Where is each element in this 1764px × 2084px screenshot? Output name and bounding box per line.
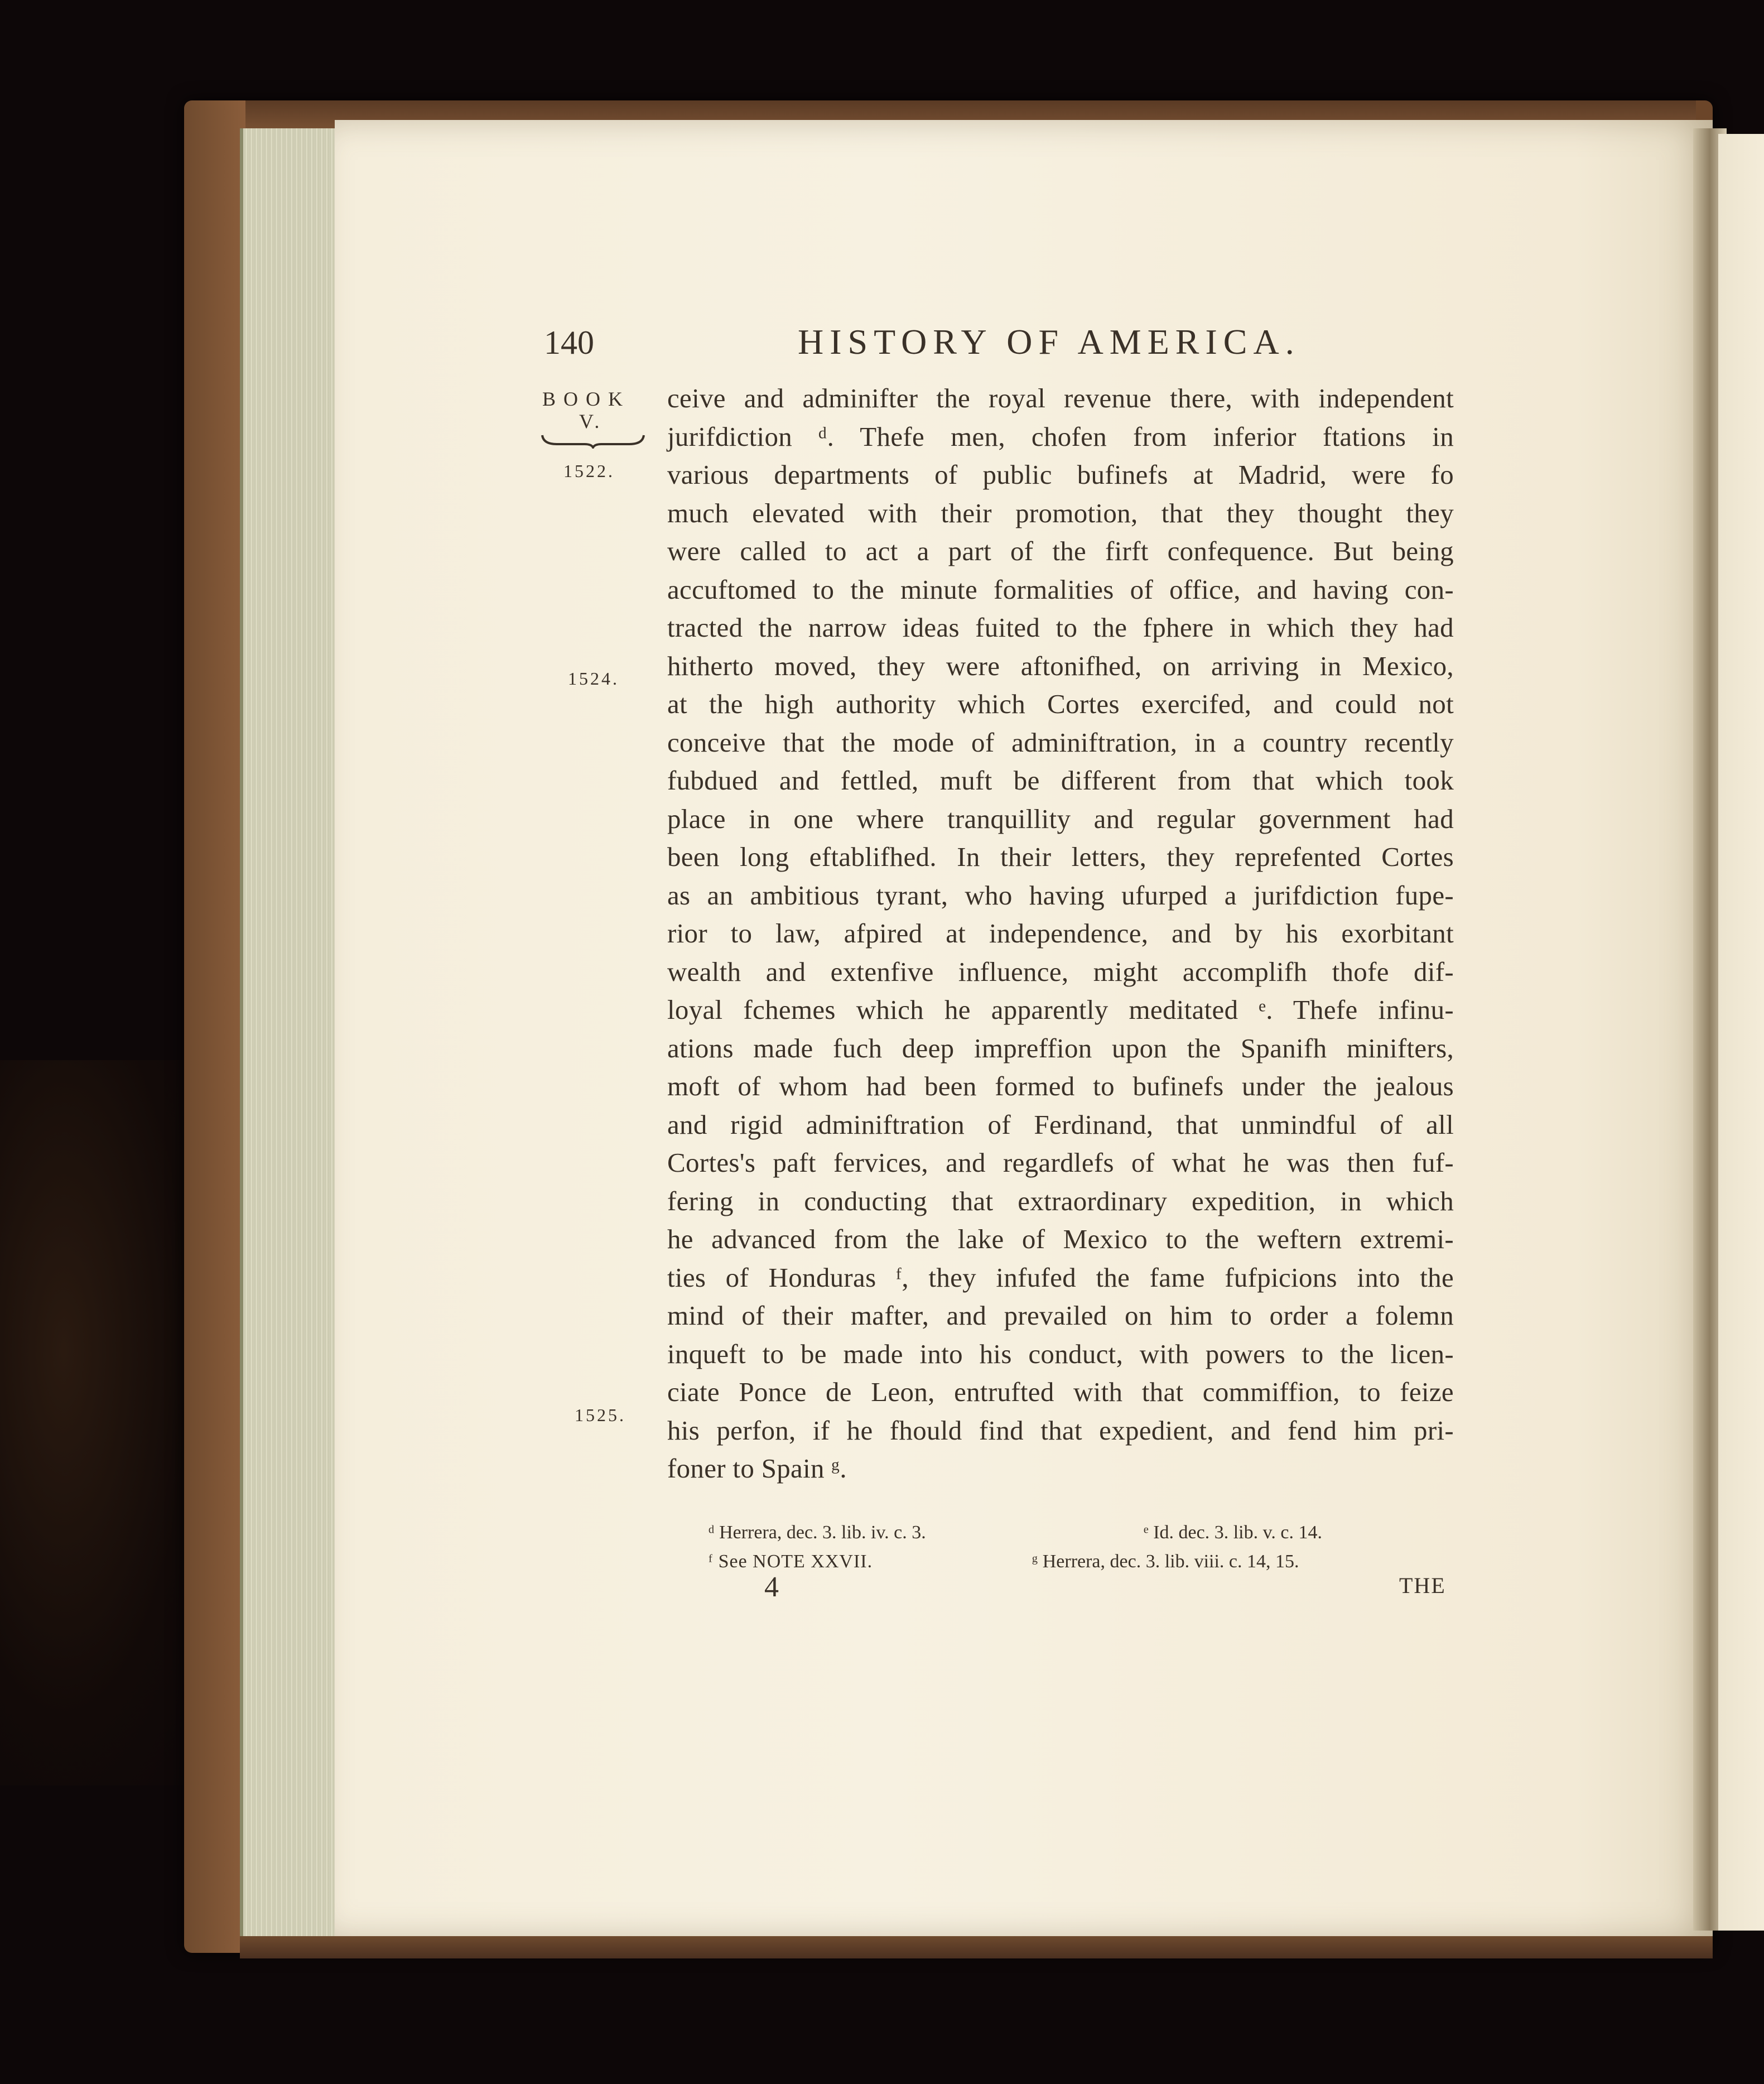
text-line: ations made fuch deep impreffion upon the Spanifh minifters, [667, 1032, 1454, 1063]
body-text [667, 379, 1454, 1488]
margin-brace-icon [540, 433, 646, 449]
footnote-g: ᵍ Herrera, dec. 3. lib. viii. c. 14, 15. [1032, 1551, 1299, 1572]
text-line: rior to law, afpired at independence, and by his exorbitant [667, 918, 1454, 949]
text-line: hitherto moved, they were aftonifhed, on arriving in Mexico, [667, 650, 1454, 681]
margin-book-number: V. [579, 410, 603, 432]
text-line: foner to Spain ᵍ. [667, 1453, 847, 1484]
margin-year-1524: 1524. [568, 668, 619, 689]
facing-page-sliver [1718, 134, 1764, 1931]
margin-year-1525: 1525. [575, 1405, 626, 1425]
catchword: THE [1399, 1573, 1446, 1598]
text-line: fering in conducting that extraordinary expedition, in which [667, 1185, 1454, 1216]
background-shadow [0, 1060, 212, 1785]
text-line: Cortes's paft fervices, and regardlefs of what he was then fuf- [667, 1147, 1454, 1178]
text-line: and rigid adminiftration of Ferdinand, that unmindful of all [667, 1109, 1454, 1140]
text-line: he advanced from the lake of Mexico to the weftern extremi- [667, 1224, 1454, 1254]
text-line: as an ambitious tyrant, who having ufurped a jurifdiction fupe- [667, 879, 1454, 911]
page-block-edges [240, 128, 338, 1942]
text-line: loyal fchemes which he apparently meditated ᵉ. Thefe infinu- [667, 994, 1454, 1025]
book-bottom-edge [240, 1936, 1713, 1958]
text-line: tracted the narrow ideas fuited to the fphere in which they had [667, 612, 1454, 643]
text-line: been long eftablifhed. In their letters, they reprefented Cortes [667, 841, 1454, 872]
printer-signature: 4 [764, 1571, 779, 1603]
text-line: place in one where tranquillity and regular government had [667, 803, 1454, 834]
page-number: 140 [544, 324, 594, 361]
margin-book-label: BOOK [542, 388, 631, 410]
footnote-d: ᵈ Herrera, dec. 3. lib. iv. c. 3. [709, 1522, 926, 1543]
footnote-f: ᶠ See NOTE XXVII. [709, 1551, 873, 1572]
text-line: various departments of public bufinefs at Madrid, were fo [667, 459, 1454, 490]
text-line: were called to act a part of the firft confequence. But being [667, 536, 1454, 566]
text-line: inqueft to be made into his conduct, with powers to the licen- [667, 1338, 1454, 1369]
text-line: ciate Ponce de Leon, entrufted with that commiffion, to feize [667, 1377, 1454, 1407]
text-line: at the high authority which Cortes exercifed, and could not [667, 689, 1454, 719]
text-line: jurifdiction ᵈ. Thefe men, chofen from inferior ftations in [667, 421, 1454, 452]
text-line: mind of their mafter, and prevailed on him to order a folemn [667, 1300, 1454, 1331]
text-line: conceive that the mode of adminiftration, in a country recently [667, 726, 1454, 758]
text-line: accuftomed to the minute formalities of office, and having con- [667, 574, 1454, 605]
text-line: his perfon, if he fhould find that expedient, and fend him pri- [667, 1414, 1454, 1446]
text-line: wealth and extenfive influence, might accomplifh thofe dif- [667, 956, 1454, 987]
text-line: much elevated with their promotion, that they thought they [667, 497, 1454, 528]
margin-year-1522: 1522. [563, 461, 615, 481]
footnote-e: ᵉ Id. dec. 3. lib. v. c. 14. [1144, 1522, 1322, 1543]
text-line: fubdued and fettled, muft be different from that which took [667, 765, 1454, 796]
text-line: ties of Honduras ᶠ, they infufed the fame fufpicions into the [667, 1262, 1454, 1293]
running-head: HISTORY OF AMERICA. [798, 322, 1300, 362]
text-line: moft of whom had been formed to bufinefs under the jealous [667, 1071, 1454, 1101]
text-line: ceive and adminifter the royal revenue there, with independent [667, 383, 1454, 413]
